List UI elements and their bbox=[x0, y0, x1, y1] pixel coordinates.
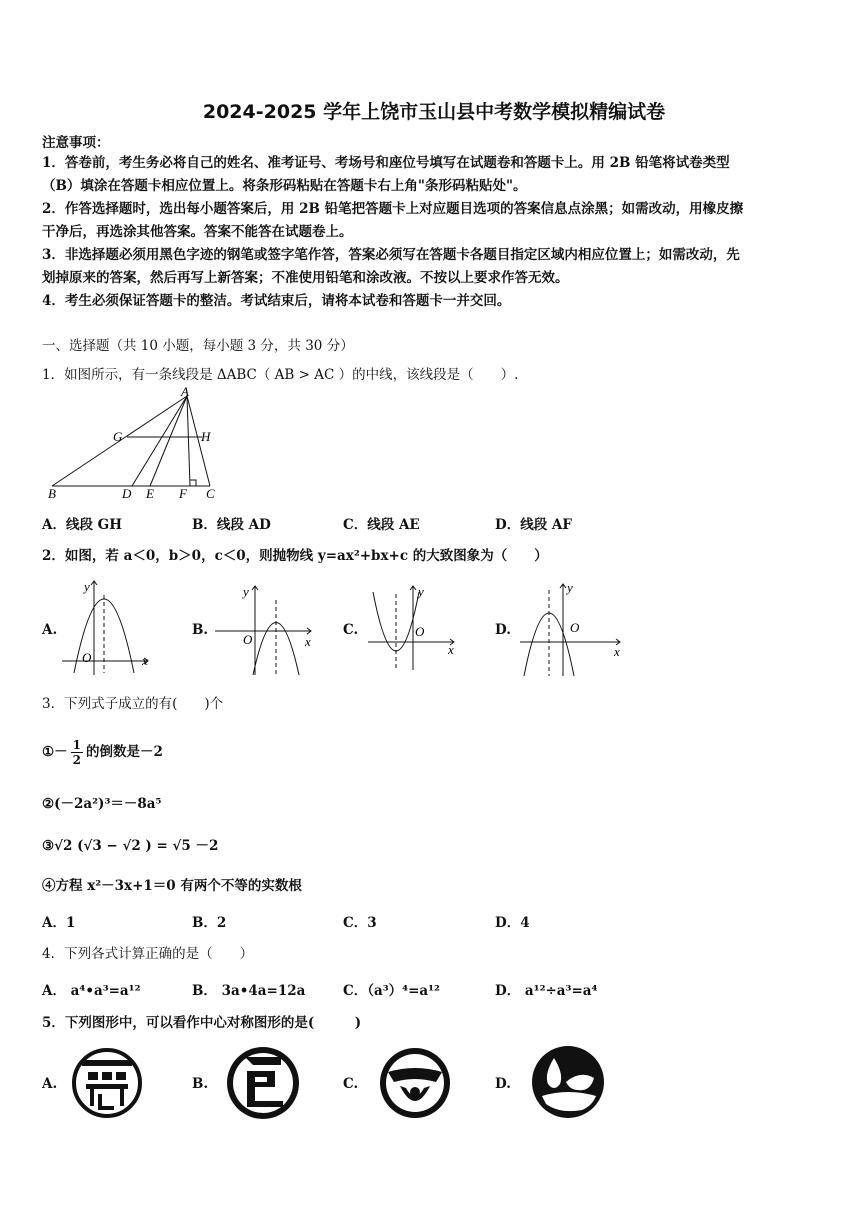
svg-text:y: y bbox=[243, 584, 249, 599]
q4-option-b[interactable]: B． 3a•4a=12a bbox=[192, 983, 306, 999]
svg-text:O: O bbox=[570, 620, 580, 635]
q4-option-a[interactable]: A． a⁴•a³=a¹² bbox=[42, 983, 141, 999]
q5-logo-d[interactable] bbox=[530, 1044, 606, 1120]
notice-line: 2．作答选择题时，选出每小题答案后，用 2B 铅笔把答题卡上对应题目选项的答案信息点涂黑；如需改动，用橡皮擦 bbox=[42, 201, 744, 217]
svg-text:y: y bbox=[567, 580, 573, 595]
notice-line: 划掉原来的答案，然后再写上新答案；不准使用铅笔和涂改液。不按以上要求作答无效。 bbox=[42, 270, 569, 286]
q1-option-a[interactable]: A．线段 GH bbox=[42, 517, 122, 533]
svg-text:O: O bbox=[82, 650, 92, 665]
label-C: C bbox=[206, 486, 215, 501]
svg-text:O: O bbox=[415, 624, 425, 639]
label-F: F bbox=[179, 486, 187, 501]
q2-option-d-letter[interactable]: D. bbox=[495, 622, 511, 638]
q3-option-c[interactable]: C．3 bbox=[343, 915, 377, 931]
q5-option-b-letter[interactable]: B. bbox=[192, 1076, 209, 1092]
notice-heading: 注意事项： bbox=[42, 135, 110, 151]
q5-option-a-letter[interactable]: A. bbox=[42, 1076, 58, 1092]
q4-stem: 4．下列各式计算正确的是（ ） bbox=[42, 946, 254, 962]
q3-option-a[interactable]: A．1 bbox=[42, 915, 76, 931]
q2-option-b-letter[interactable]: B. bbox=[192, 622, 209, 638]
q1-stem: 1．如图所示，有一条线段是 ΔABC（ AB > AC ）的中线，该线段是（ ）. bbox=[42, 367, 519, 383]
notice-line: （B）填涂在答题卡相应位置上。将条形码粘贴在答题卡右上角"条形码粘贴处"。 bbox=[42, 178, 527, 194]
exam-title: 2024-2025 学年上饶市玉山县中考数学模拟精编试卷 bbox=[202, 101, 666, 123]
notice-line: 3．非选择题必须用黑色字迹的钢笔或签字笔作答，答案必须写在答题卡各题目指定区域内相应位置上；如需改动，先 bbox=[42, 247, 740, 263]
q1-triangle-figure bbox=[40, 384, 230, 503]
q5-logo-b[interactable] bbox=[225, 1045, 301, 1121]
notice-line: 1．答卷前，考生务必将自己的姓名、准考证号、考场号和座位号填写在试题卷和答题卡上。用 2B 铅笔将试卷类型 bbox=[42, 155, 730, 171]
q5-logo-a[interactable] bbox=[70, 1046, 144, 1120]
q3-option-b[interactable]: B．2 bbox=[192, 915, 227, 931]
q3-item-2: ②(－2a²)³＝－8a⁵ bbox=[42, 796, 162, 812]
label-D: D bbox=[122, 486, 132, 501]
q1-option-b[interactable]: B．线段 AD bbox=[192, 517, 271, 533]
q3-item-1: ①－ $\frac{1}{2}$ 的倒数是－2 bbox=[42, 738, 163, 767]
q4-option-c[interactable]: C．（a³）⁴=a¹² bbox=[343, 983, 440, 999]
q4-option-d[interactable]: D． a¹²÷a³=a⁴ bbox=[495, 983, 598, 999]
label-A: A bbox=[181, 384, 189, 399]
section-heading: 一、选择题（共 10 小题，每小题 3 分，共 30 分） bbox=[42, 338, 354, 354]
label-E: E bbox=[146, 486, 154, 501]
q3-item-4: ④方程 x²－3x+1＝0 有两个不等的实数根 bbox=[42, 878, 302, 894]
q1-option-c[interactable]: C．线段 AE bbox=[343, 517, 420, 533]
svg-text:y: y bbox=[84, 579, 90, 594]
svg-text:O: O bbox=[243, 632, 253, 647]
label-G: G bbox=[113, 429, 123, 444]
q5-option-d-letter[interactable]: D. bbox=[495, 1076, 511, 1092]
q2-option-a-letter[interactable]: A. bbox=[42, 622, 58, 638]
q2-graph-d[interactable] bbox=[520, 578, 625, 678]
notice-line: 4．考生必须保证答题卡的整洁。考试结束后，请将本试卷和答题卡一并交回。 bbox=[42, 293, 511, 309]
q2-graph-c[interactable] bbox=[368, 580, 460, 675]
svg-text:x: x bbox=[142, 653, 148, 668]
q5-stem: 5．下列图形中，可以看作中心对称图形的是( ) bbox=[42, 1015, 362, 1031]
q1-option-d[interactable]: D．线段 AF bbox=[495, 517, 572, 533]
svg-text:x: x bbox=[448, 642, 454, 657]
svg-text:y: y bbox=[418, 584, 424, 599]
q2-graph-b[interactable] bbox=[215, 580, 315, 675]
q3-option-d[interactable]: D．4 bbox=[495, 915, 530, 931]
q3-stem: 3．下列式子成立的有( )个 bbox=[42, 696, 224, 712]
q2-stem: 2．如图，若 a＜0，b＞0，c＜0，则抛物线 y=ax²+bx+c 的大致图象为（ ） bbox=[42, 548, 548, 564]
q5-logo-c[interactable] bbox=[378, 1046, 452, 1120]
label-H: H bbox=[201, 429, 211, 444]
svg-text:x: x bbox=[614, 644, 620, 659]
notice-line: 干净后，再选涂其他答案。答案不能答在试题卷上。 bbox=[42, 224, 353, 240]
q2-option-c-letter[interactable]: C. bbox=[343, 622, 359, 638]
q5-option-c-letter[interactable]: C. bbox=[343, 1076, 359, 1092]
q3-item-3: ③√2 (√3 − √2 ) = √5 －2 bbox=[42, 838, 219, 854]
svg-text:x: x bbox=[305, 634, 311, 649]
label-B: B bbox=[48, 486, 56, 501]
q2-graph-a[interactable] bbox=[62, 575, 154, 675]
